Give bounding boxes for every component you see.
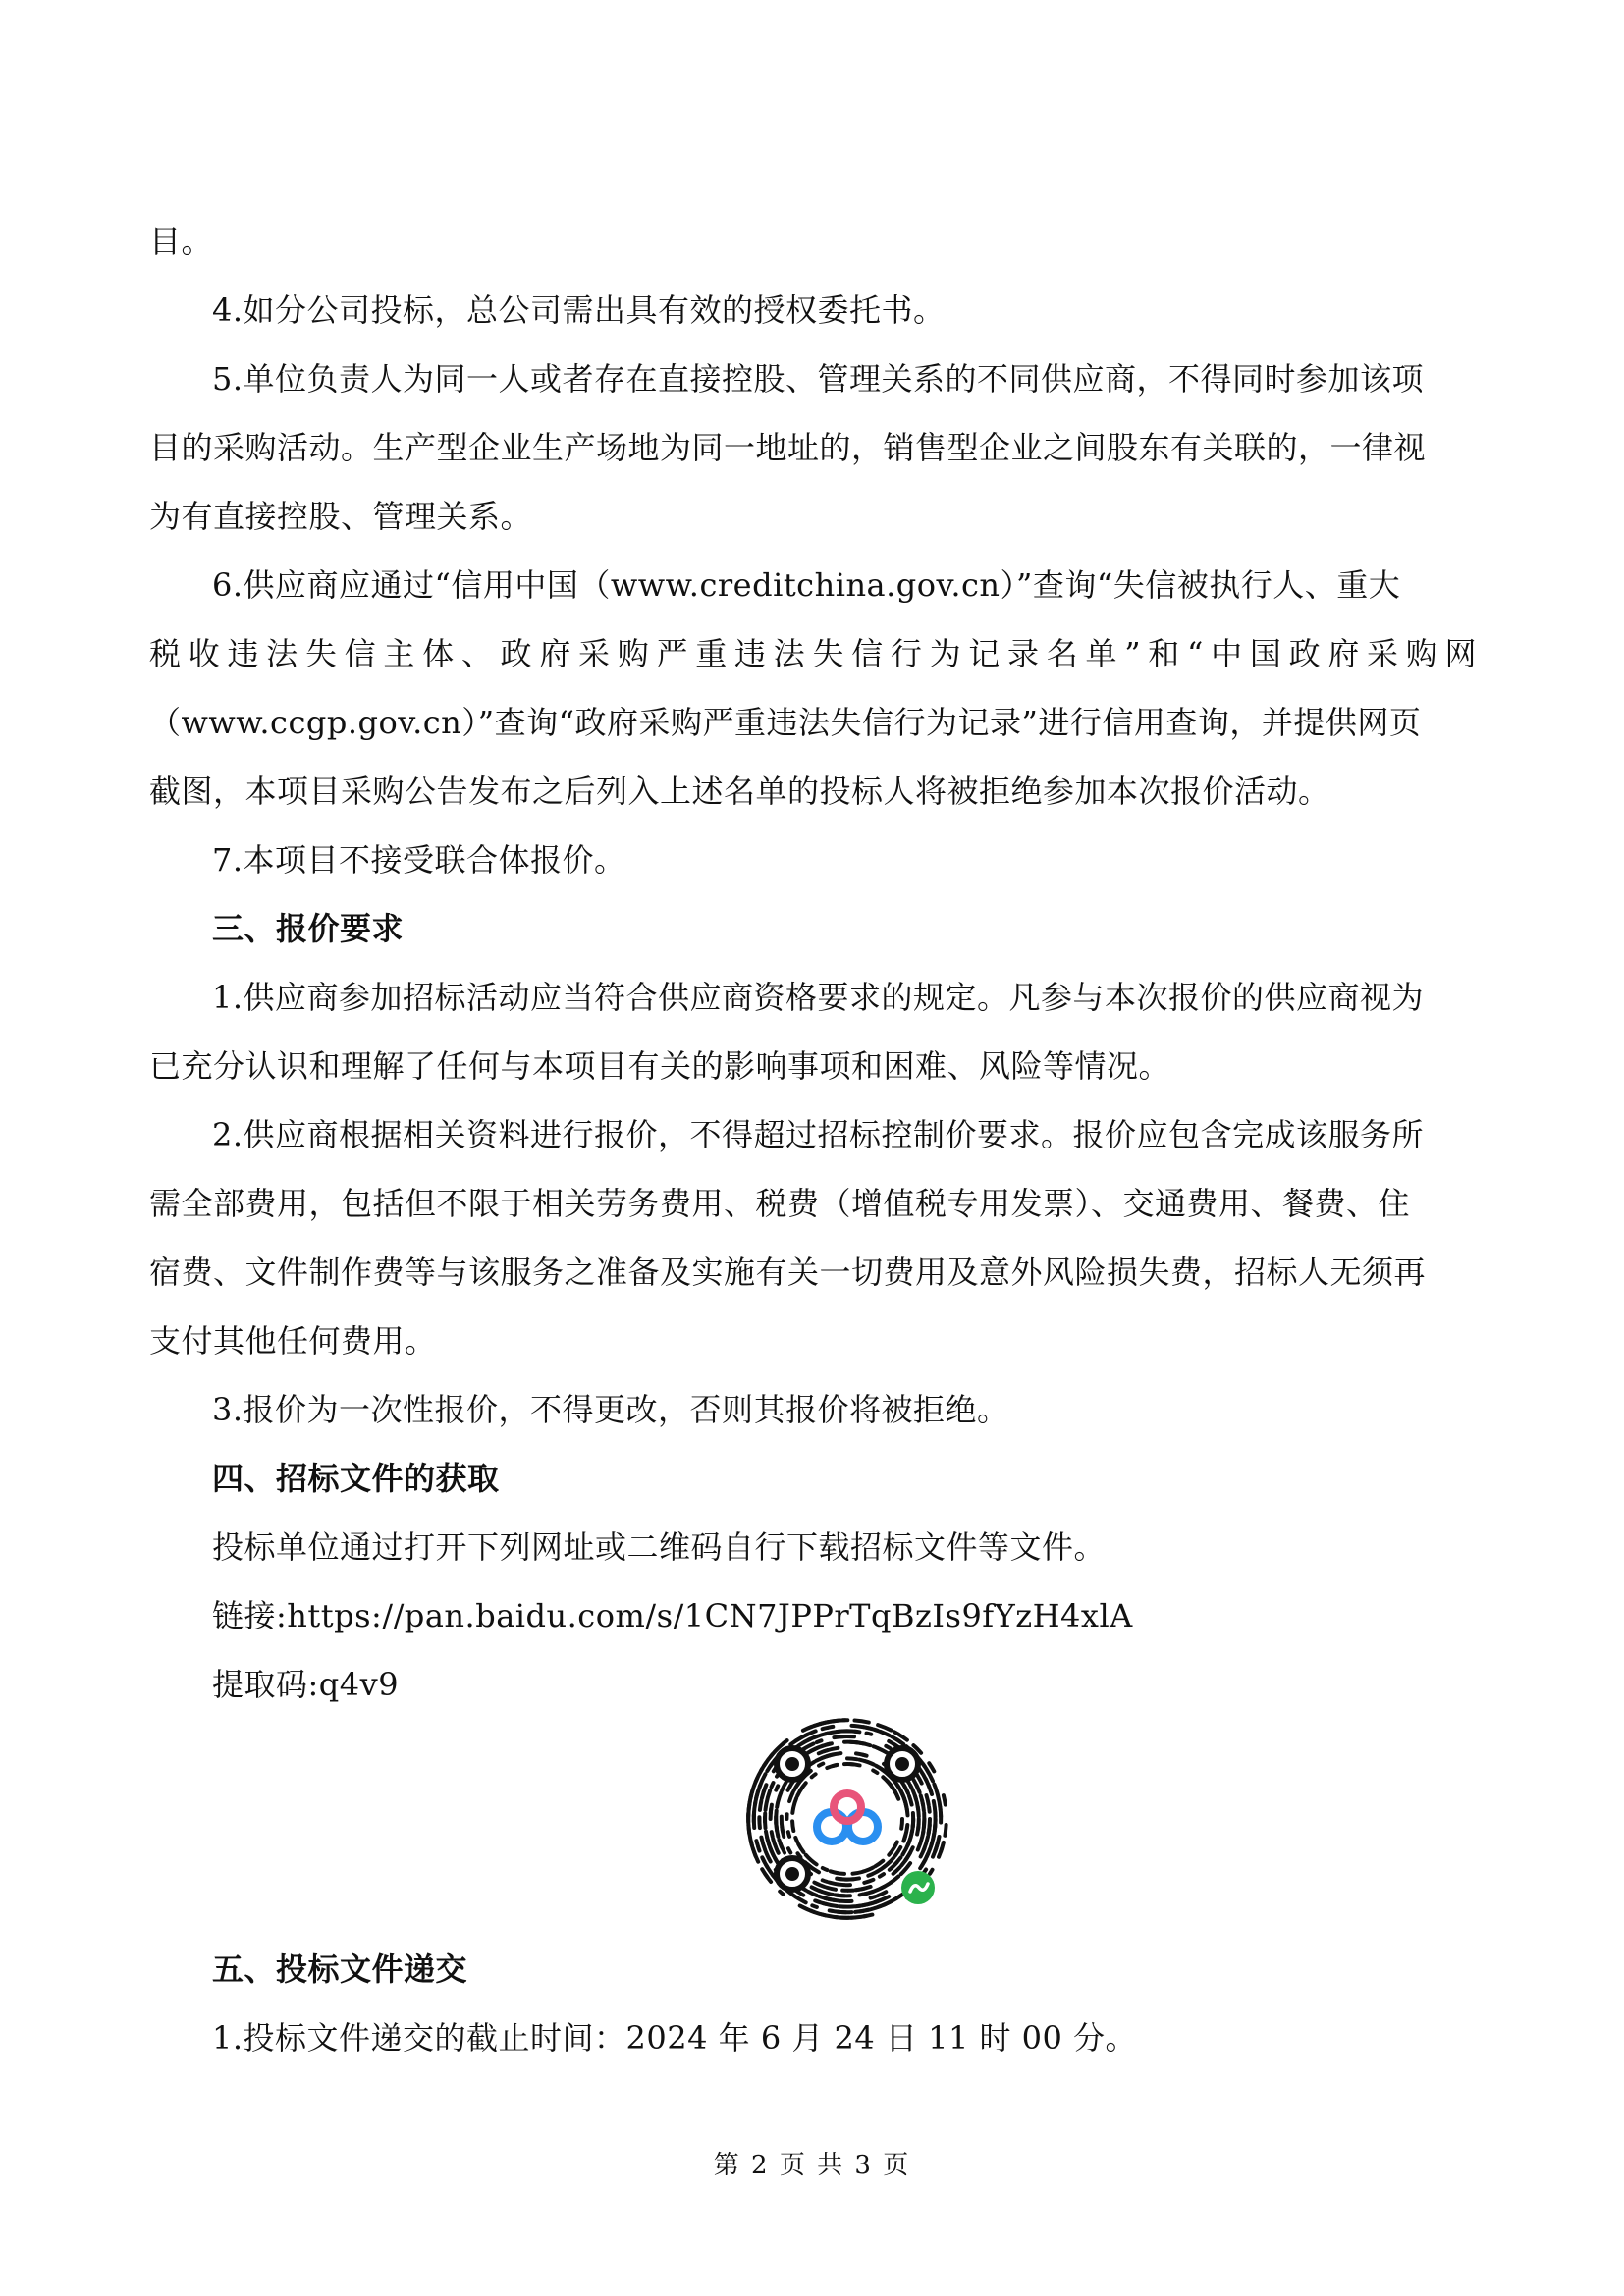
section-heading: 五、投标文件递交 xyxy=(212,1950,468,1988)
text-line: 1.供应商参加招标活动应当符合供应商资格要求的规定。凡参与本次报价的供应商视为 xyxy=(212,979,1425,1016)
extraction-code: 提取码:q4v9 xyxy=(212,1666,400,1703)
text-line: 投标单位通过打开下列网址或二维码自行下载招标文件等文件。 xyxy=(212,1528,1107,1566)
text-line: 6.供应商应通过“信用中国（www.creditchina.gov.cn）”查询“失信被执行人、重大 xyxy=(212,566,1401,604)
text-line: 2.供应商根据相关资料进行报价，不得超过招标控制价要求。报价应包含完成该服务所 xyxy=(212,1116,1425,1153)
text-line: 目的采购活动。生产型企业生产场地为同一地址的，销售型企业之间股东有关联的，一律视 xyxy=(149,429,1427,466)
text-line: 4.如分公司投标，总公司需出具有效的授权委托书。 xyxy=(212,292,946,329)
text-line: 截图，本项目采购公告发布之后列入上述名单的投标人将被拒绝参加本次报价活动。 xyxy=(149,773,1330,810)
text-line: 需全部费用，包括但不限于相关劳务费用、税费（增值税专用发票）、交通费用、餐费、住 xyxy=(149,1185,1411,1222)
mini-program-qr-code-icon[interactable] xyxy=(741,1713,953,1925)
page-footer: 第 2 页 共 3 页 xyxy=(713,2151,911,2180)
text-line: 目。 xyxy=(149,223,214,260)
download-link[interactable]: 链接:https://pan.baidu.com/s/1CN7JPPrTqBzIs9fYzH4xlA xyxy=(212,1597,1133,1634)
text-line: 3.报价为一次性报价，不得更改，否则其报价将被拒绝。 xyxy=(212,1391,1009,1428)
text-line: 1.投标文件递交的截止时间：2024 年 6 月 24 日 11 时 00 分。 xyxy=(212,2019,1138,2056)
text-line: （www.ccgp.gov.cn）”查询“政府采购严重违法失信行为记录”进行信用查询，并提供网页 xyxy=(149,704,1422,741)
text-line: 已充分认识和理解了任何与本项目有关的影响事项和困难、风险等情况。 xyxy=(149,1047,1171,1085)
text-line: 宿费、文件制作费等与该服务之准备及实施有关一切费用及意外风险损失费，招标人无须再 xyxy=(149,1254,1427,1291)
section-heading: 四、招标文件的获取 xyxy=(212,1460,500,1497)
document-page xyxy=(149,0,1477,2296)
text-line: 税收违法失信主体、政府采购严重违法失信行为记录名单”和“中国政府采购网 xyxy=(149,635,1477,672)
wechat-mini-program-badge-icon xyxy=(901,1871,935,1904)
section-heading: 三、报价要求 xyxy=(212,910,405,947)
text-line: 5.单位负责人为同一人或者存在直接控股、管理关系的不同供应商，不得同时参加该项 xyxy=(212,360,1425,398)
text-line: 7.本项目不接受联合体报价。 xyxy=(212,841,626,879)
text-line: 为有直接控股、管理关系。 xyxy=(149,498,533,535)
text-line: 支付其他任何费用。 xyxy=(149,1322,437,1360)
